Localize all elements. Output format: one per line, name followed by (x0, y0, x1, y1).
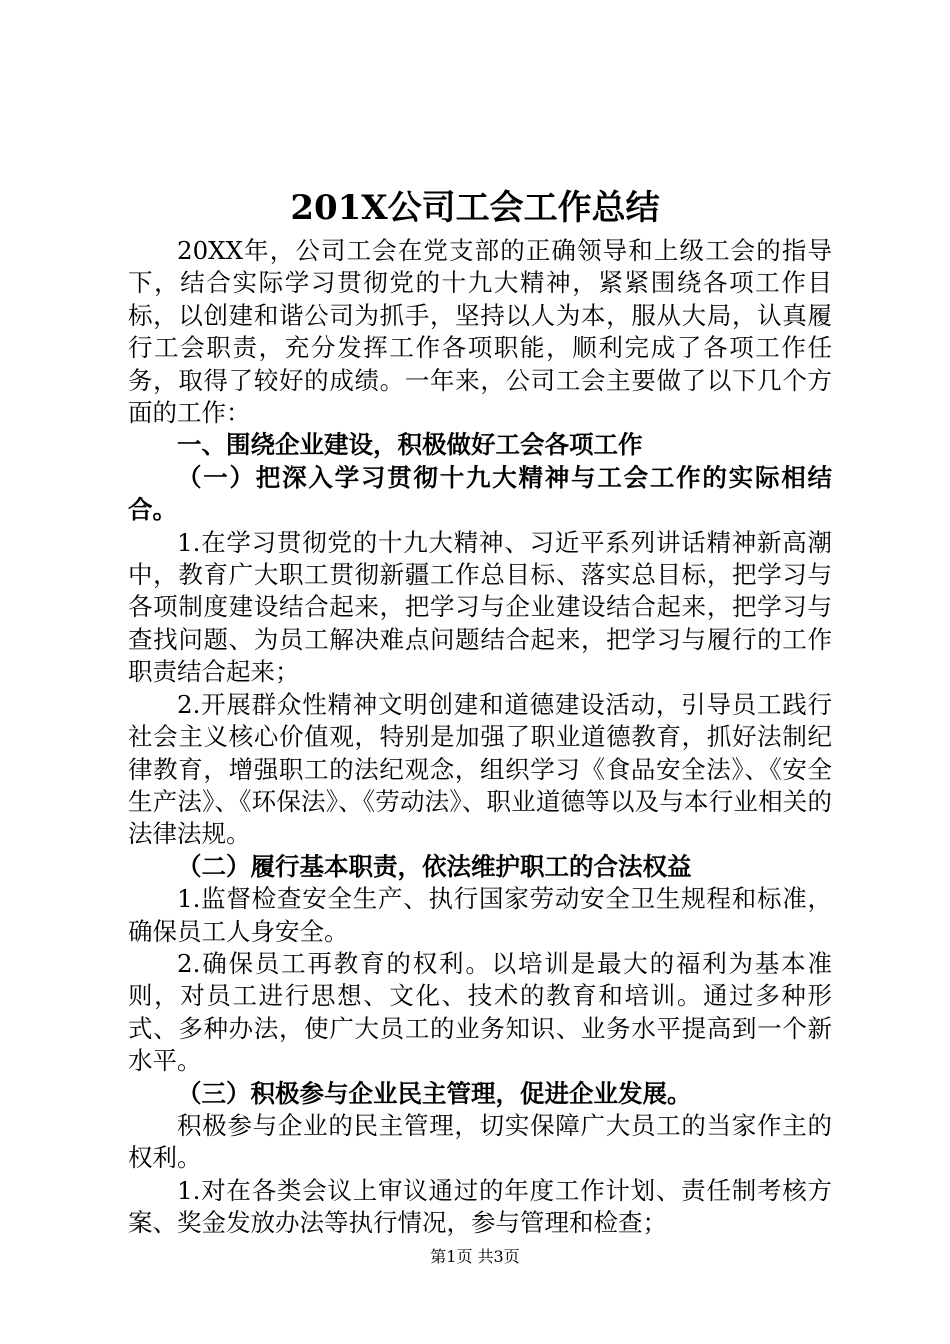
page-number-footer: 第1页 共3页 (430, 1247, 520, 1266)
section-heading-1: 一、围绕企业建设，积极做好工会各项工作 (177, 430, 643, 460)
body-paragraph: 1.监督检查安全生产、执行国家劳动安全卫生规程和标准，确保员工人身安全。 (128, 884, 832, 946)
subsection-heading-2: （二）履行基本职责，依法维护职工的合法权益 (177, 851, 692, 881)
body-paragraph: 积极参与企业的民主管理，切实保障广大员工的当家作主的权利。 (128, 1110, 832, 1173)
document-body (128, 235, 832, 1240)
intro-paragraph: 20XX年，公司工会在党支部的正确领导和上级工会的指导下，结合实际学习贯彻党的十九大精神，紧紧围绕各项工作目标，以创建和谐公司为抓手，坚持以人为本，服从大局，认真履行工会职责，充分发挥工作各项职能，顺利完成了各项工作任务，取得了较好的成绩。一年来，公司工会主要做了以下几个方面的工作： (128, 236, 832, 428)
document-title: 201X公司工会工作总结 (290, 188, 660, 228)
body-paragraph: 1.在学习贯彻党的十九大精神、习近平系列讲话精神新高潮中，教育广大职工贯彻新疆工作总目标、落实总目标，把学习与各项制度建设结合起来，把学习与企业建设结合起来，把学习与查找问题、为员工解决难点问题结合起来，把学习与履行的工作职责结合起来； (128, 527, 832, 687)
body-paragraph: 2.确保员工再教育的权利。以培训是最大的福利为基本准则，对员工进行思想、文化、技术的教育和培训。通过多种形式、多种办法，使广大员工的业务知识、业务水平提高到一个新水平。 (128, 948, 832, 1076)
subsection-heading-1: （一）把深入学习贯彻十九大精神与工会工作的实际相结合。 (128, 462, 832, 525)
subsection-heading-3: （三）积极参与企业民主管理，促进企业发展。 (177, 1078, 692, 1108)
body-paragraph: 2.开展群众性精神文明创建和道德建设活动，引导员工践行社会主义核心价值观，特别是加强了职业道德教育，抓好法制纪律教育，增强职工的法纪观念，组织学习《食品安全法》、《安全生产法》、《环保法》、《劳动法》、职业道德等以及与本行业相关的法律法规。 (128, 689, 832, 849)
body-paragraph: 1.对在各类会议上审议通过的年度工作计划、责任制考核方案、奖金发放办法等执行情况，参与管理和检查； (128, 1175, 832, 1238)
